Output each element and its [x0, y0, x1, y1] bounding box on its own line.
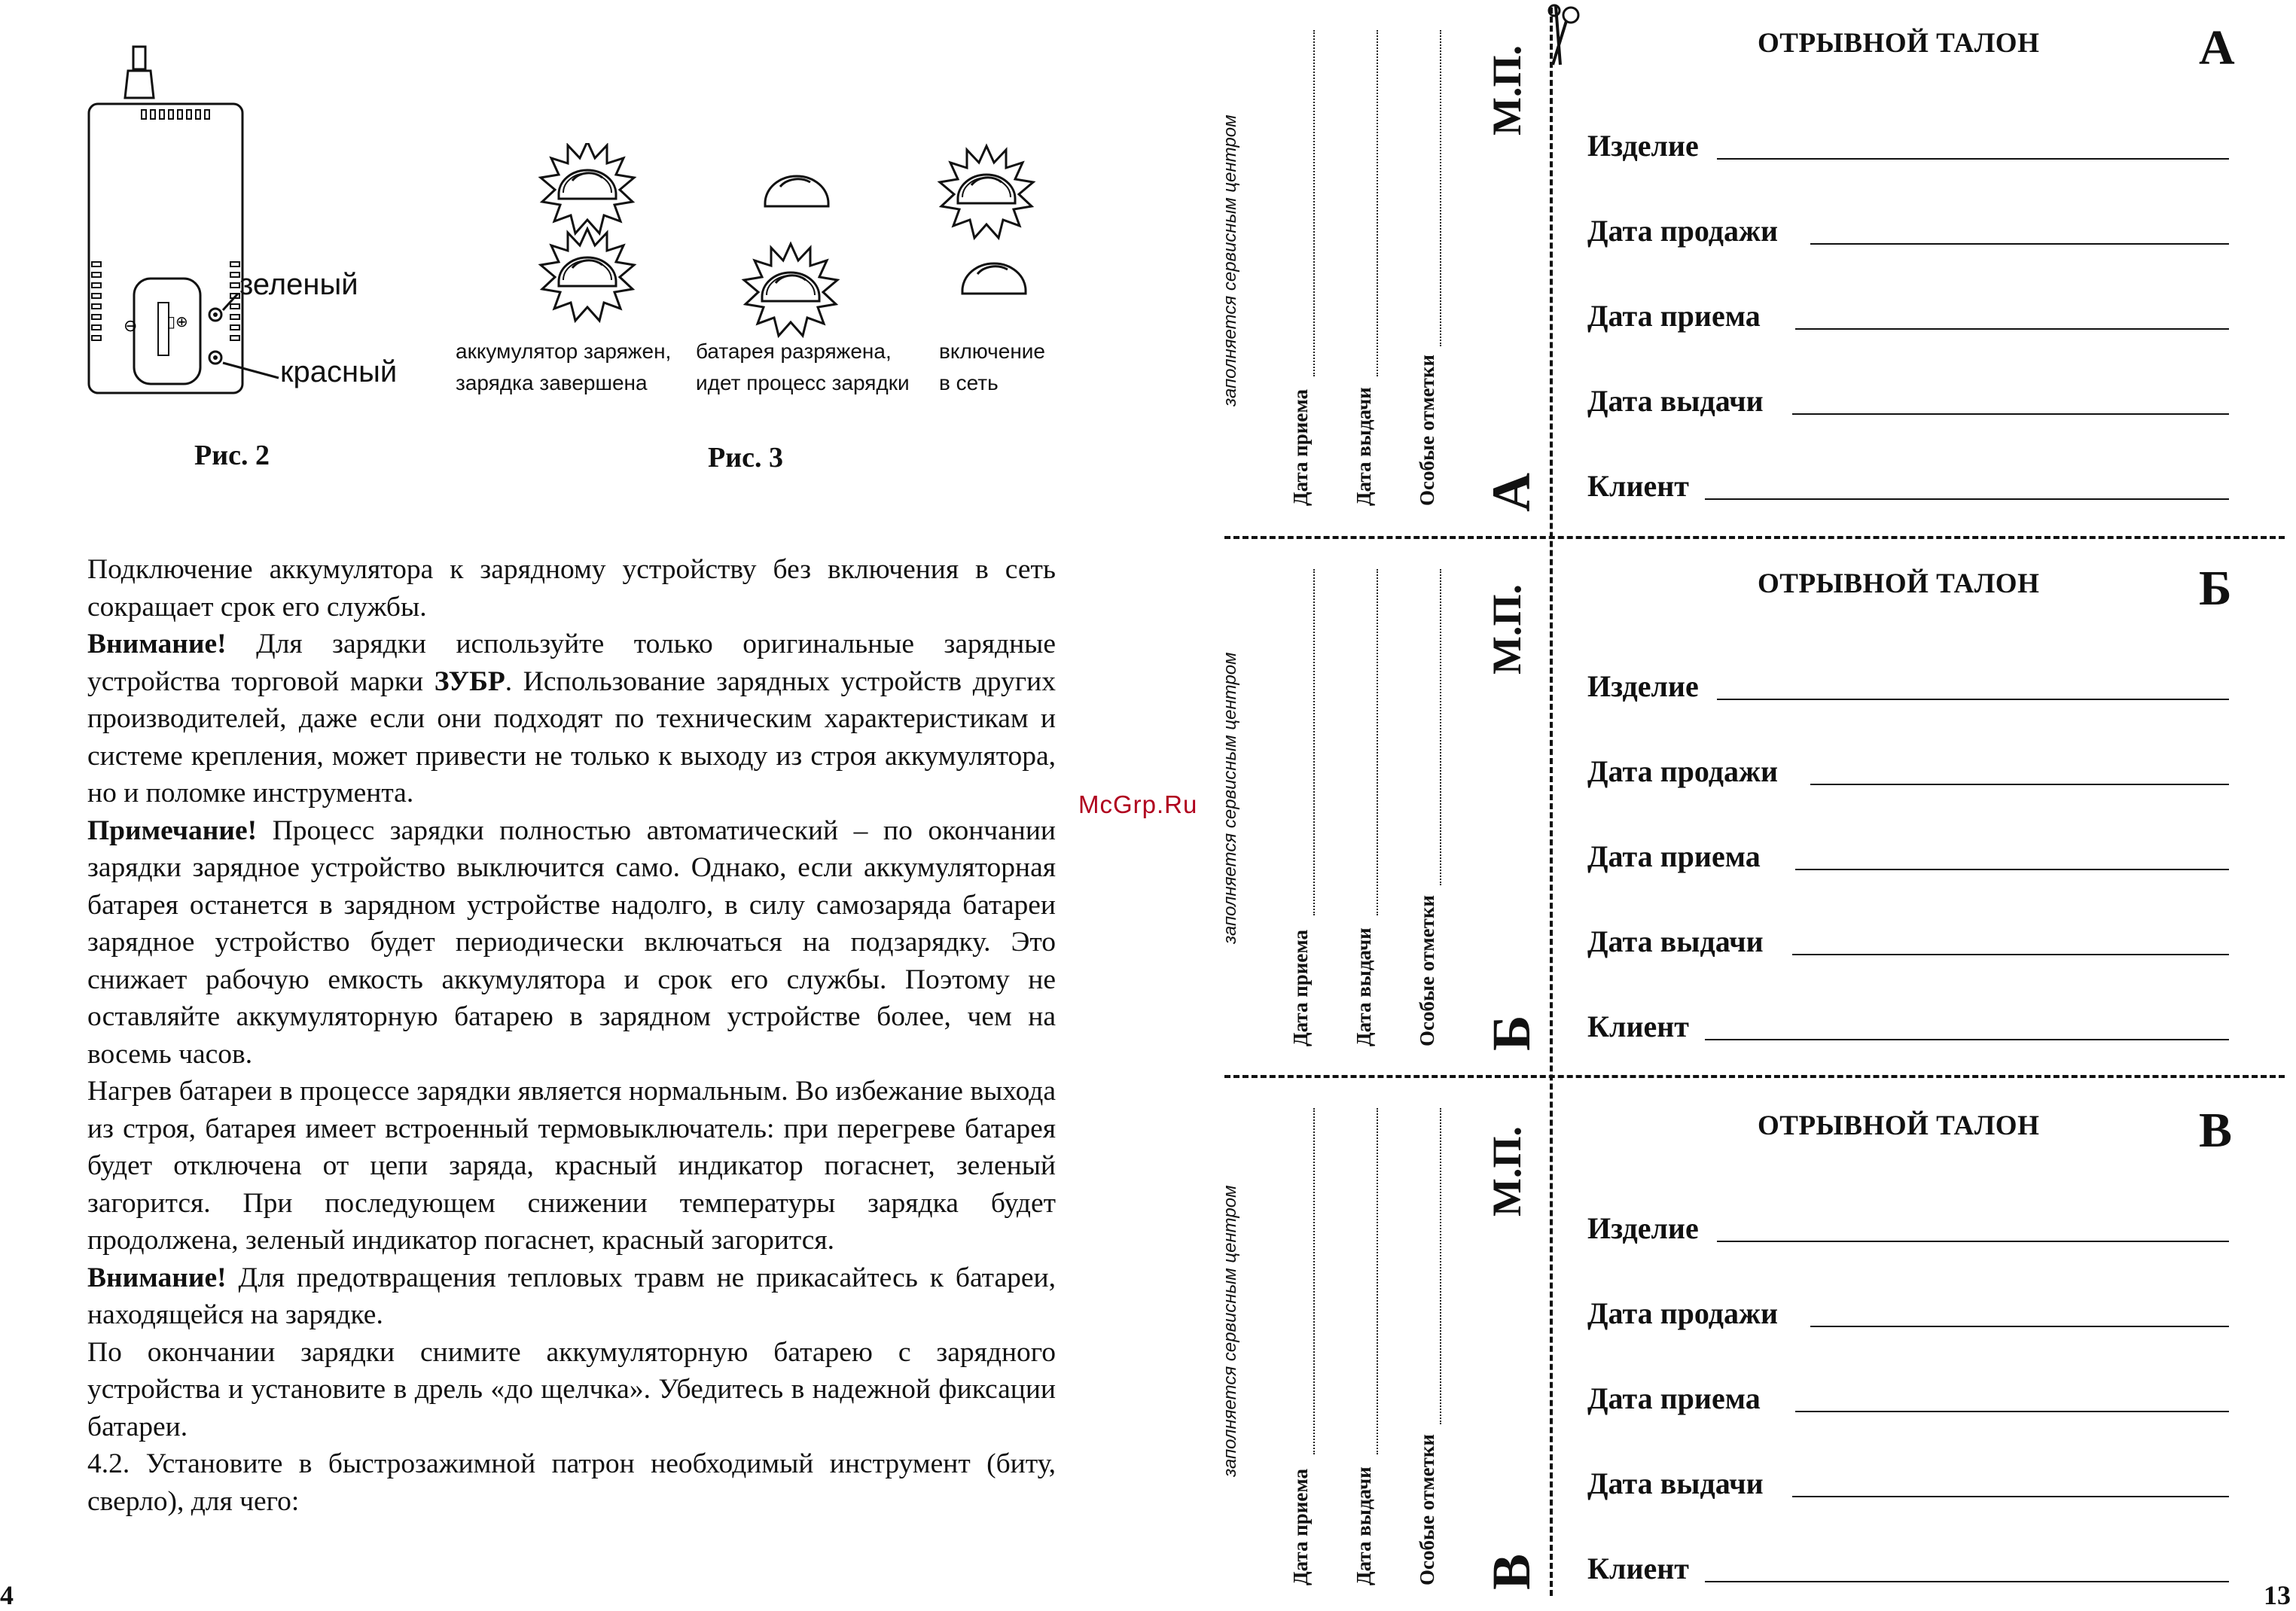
watermark: McGrp.Ru [1078, 790, 1198, 818]
legend-red: красный [280, 355, 398, 388]
page-number-right: 13 [2264, 1580, 2291, 1610]
paragraph-warning-2: Внимание! Для предотвращения тепловых травм не прикасайтесь к батареи, находящейся на зарядке. [87, 1262, 1056, 1330]
coupon-a-title: ОТРЫВНОЙ ТАЛОН [1758, 28, 2040, 59]
stub-dotted-line [1313, 30, 1315, 376]
stub-letter: В [1481, 1553, 1541, 1590]
stub-date-received: Дата приема [1289, 929, 1312, 1046]
field-receive-date: Дата приема [1587, 839, 1761, 873]
field-client: Клиент [1587, 469, 1689, 503]
field-line[interactable] [1792, 413, 2229, 415]
indicator-states-illustration [527, 143, 1054, 339]
stub-dotted-line [1377, 30, 1378, 376]
stub-dotted-line [1440, 1108, 1441, 1424]
field-line[interactable] [1717, 1241, 2229, 1242]
stub-stamp: М.П. [1484, 45, 1529, 136]
stub-service-note: заполняется сервисным центром [1220, 114, 1240, 407]
stub-special-notes: Особые отметки [1416, 895, 1438, 1046]
vertical-cut-line [1550, 8, 1553, 1596]
field-issue-date: Дата выдачи [1587, 384, 1764, 418]
stub-special-notes: Особые отметки [1416, 355, 1438, 506]
coupon-v-title: ОТРЫВНОЙ ТАЛОН [1758, 1110, 2040, 1141]
coupon-a-letter: А [2199, 20, 2235, 75]
field-sale-date: Дата продажи [1587, 1296, 1779, 1330]
stub-dotted-line [1377, 1108, 1378, 1454]
stub-date-issued: Дата выдачи [1352, 1466, 1375, 1585]
stub-letter: А [1481, 473, 1541, 512]
field-line[interactable] [1810, 243, 2229, 245]
field-receive-date: Дата приема [1587, 1381, 1761, 1415]
svg-text:▯⊕: ▯⊕ [167, 314, 188, 330]
stub-stamp: М.П. [1484, 1126, 1529, 1217]
stub-stamp: М.П. [1484, 584, 1529, 675]
stub-service-note: заполняется сервисным центром [1220, 1185, 1240, 1477]
page-number-left: 4 [0, 1580, 14, 1610]
paragraph: 4.2. Установите в быстрозажимной патрон необходимый инструмент (биту, сверло), для чего: [87, 1448, 1056, 1517]
field-client: Клиент [1587, 1552, 1689, 1585]
legend-green: зеленый [239, 268, 358, 301]
stub-dotted-line [1313, 1108, 1315, 1454]
stub-service-note: заполняется сервисным центром [1220, 652, 1240, 944]
instructions-text [87, 551, 1056, 1520]
field-issue-date: Дата выдачи [1587, 924, 1764, 958]
stub-dotted-line [1377, 569, 1378, 915]
horizontal-cut-line [1224, 536, 2285, 539]
stub-special-notes: Особые отметки [1416, 1434, 1438, 1585]
coupon-b-letter: Б [2199, 561, 2232, 616]
field-line[interactable] [1810, 784, 2229, 785]
paragraph: Нагрев батареи в процессе зарядки является нормальным. Во избежание выхода из строя, батарея имеет встроенный термовыключатель: при перегреве батарея будет отключена от цепи заряда, красный индикатор погаснет, зеленый загорится. При последующем снижении температуры зарядка будет продолжена, зеленый индикатор погаснет, красный загорится. [87, 1076, 1056, 1256]
field-sale-date: Дата продажи [1587, 754, 1779, 788]
field-line[interactable] [1705, 1039, 2229, 1040]
field-line[interactable] [1792, 954, 2229, 955]
field-product: Изделие [1587, 669, 1699, 703]
field-line[interactable] [1717, 158, 2229, 160]
svg-text:⊖: ⊖ [123, 316, 138, 335]
stub-letter: Б [1481, 1015, 1541, 1051]
field-client: Клиент [1587, 1010, 1689, 1043]
caption-charging: батарея разряжена, идет процесс зарядки [696, 340, 910, 394]
field-product: Изделие [1587, 129, 1699, 163]
field-line[interactable] [1792, 1496, 2229, 1497]
field-line[interactable] [1717, 699, 2229, 700]
figure-3-label: Рис. 3 [708, 442, 783, 474]
figure-2-label: Рис. 2 [194, 440, 270, 471]
stub-dotted-line [1313, 569, 1315, 915]
coupon-v-letter: В [2199, 1103, 2233, 1158]
field-product: Изделие [1587, 1211, 1699, 1245]
caption-charged: аккумулятор заряжен, зарядка завершена [456, 340, 672, 394]
stub-date-issued: Дата выдачи [1352, 927, 1375, 1046]
field-sale-date: Дата продажи [1587, 214, 1779, 248]
field-issue-date: Дата выдачи [1587, 1466, 1764, 1500]
field-line[interactable] [1705, 498, 2229, 500]
field-line[interactable] [1705, 1581, 2229, 1582]
horizontal-cut-line [1224, 1075, 2285, 1078]
paragraph: Подключение аккумулятора к зарядному устройству без включения в сеть сокращает срок его службы. [87, 554, 1056, 623]
stub-dotted-line [1440, 569, 1441, 885]
field-line[interactable] [1795, 328, 2229, 330]
charger-illustration [75, 38, 422, 407]
caption-power-on: включение в сеть [939, 340, 1045, 394]
paragraph: По окончании зарядки снимите аккумуляторную батарею с зарядного устройства и установите в дрель «до щелчка». Убедитесь в надежной фиксации батареи. [87, 1336, 1056, 1442]
field-line[interactable] [1795, 1411, 2229, 1412]
stub-dotted-line [1440, 30, 1441, 346]
coupon-b-title: ОТРЫВНОЙ ТАЛОН [1758, 568, 2040, 599]
paragraph-note: Примечание! Процесс зарядки полностью автоматический – по окончании зарядки зарядное устройство выключится само. Однако, если аккумуляторная батарея останется в зарядном устройстве надолго, в силу самозаряда батареи зарядное устройство будет периодически включаться на подзарядку. Это снижает рабочую емкость аккумулятора и срок его службы. Поэтому не оставляйте аккумуляторную батарею в зарядном устройстве более, чем на восемь часов. [87, 815, 1056, 1070]
stub-date-received: Дата приема [1289, 388, 1312, 506]
stub-date-issued: Дата выдачи [1352, 387, 1375, 506]
stub-date-received: Дата приема [1289, 1468, 1312, 1585]
field-receive-date: Дата приема [1587, 299, 1761, 333]
field-line[interactable] [1810, 1326, 2229, 1327]
paragraph-warning-1: Внимание! Для зарядки используйте только оригинальные зарядные устройства торговой марки ЗУБР. Использование зарядных устройств других производителей, даже если они подходят по техническим характеристикам и системе крепления, может привести не только к выходу из строя аккумулятора, но и поломке инструмента. [87, 629, 1056, 809]
field-line[interactable] [1795, 869, 2229, 870]
scissors-icon [1545, 0, 1590, 68]
